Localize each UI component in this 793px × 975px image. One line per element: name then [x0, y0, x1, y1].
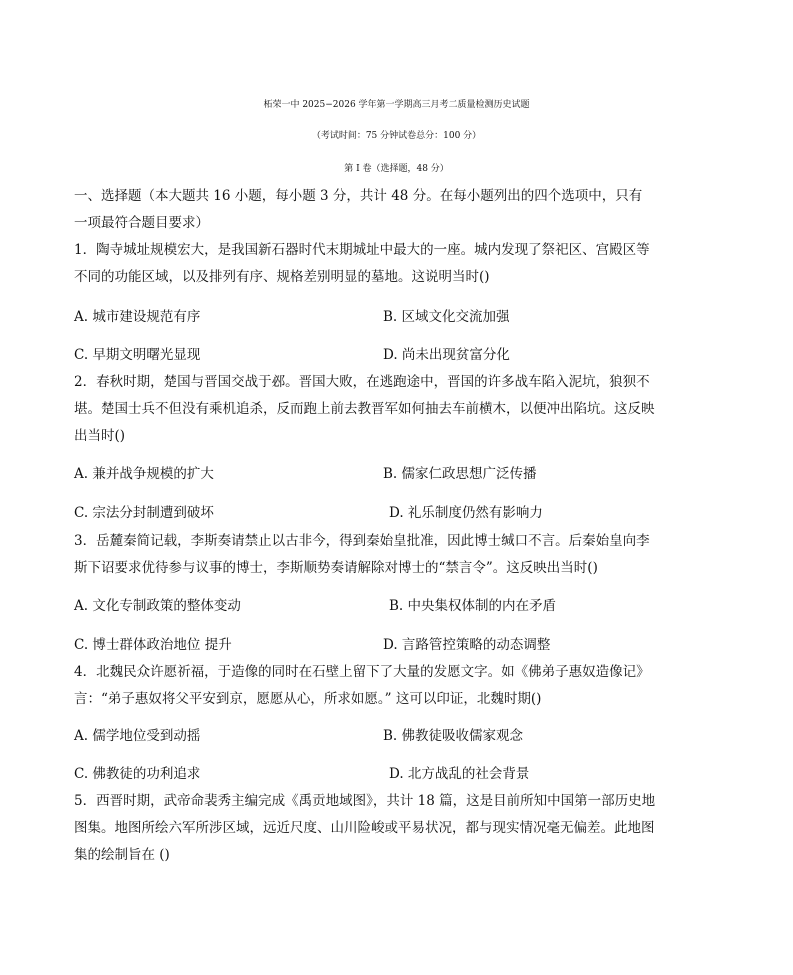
- question-3-option-c: C. 博士群体政治地位 提升: [74, 637, 232, 653]
- question-3-option-b: B. 中央集权体制的内在矛盾: [389, 598, 557, 614]
- question-1-option-b: B. 区域文化交流加强: [383, 309, 510, 325]
- question-2-option-a: A. 兼并战争规模的扩大: [74, 466, 214, 482]
- exam-title: 柘荣一中 2025−2026 学年第一学期高三月考二质量检测历史试题: [263, 100, 530, 110]
- instructions-line-1: 一、选择题（本大题共 16 小题，每小题 3 分，共计 48 分。在每小题列出的四个选项中，只有: [74, 188, 643, 204]
- question-3-option-d: D. 言路管控策略的动态调整: [383, 637, 551, 653]
- question-2-option-b: B. 儒家仁政思想广泛传播: [383, 466, 537, 482]
- question-5-stem-line-2: 图集。地图所绘六军所涉区域，远近尺度、山川险峻或平易状况，都与现实情况毫无偏差。此地图: [74, 820, 655, 836]
- question-4-stem-line-1: 4．北魏民众许愿祈福，于造像的同时在石壁上留下了大量的发愿文字。如《佛弟子惠奴造像记》: [74, 664, 650, 680]
- question-3-stem-line-2: 斯下诏要求优待参与议事的博士，李斯顺势奏请解除对博士的“禁言令”。这反映出当时(): [74, 560, 598, 576]
- question-4-option-d: D. 北方战乱的社会背景: [389, 766, 530, 782]
- question-1-stem-line-2: 不同的功能区域，以及排列有序、规格差别明显的墓地。这说明当时(): [74, 269, 490, 285]
- question-1-stem-line-1: 1．陶寺城址规模宏大，是我国新石器时代末期城址中最大的一座。城内发现了祭祀区、宫殿区等: [74, 242, 650, 258]
- question-3-stem-line-1: 3．岳麓秦简记载，李斯奏请禁止以古非今，得到秦始皇批准，因此博士缄口不言。后秦始皇向李: [74, 533, 650, 549]
- question-2-stem-line-2: 堪。楚国士兵不但没有乘机追杀，反而跑上前去教晋军如何抽去车前横木，以便冲出陷坑。这反映: [74, 401, 655, 417]
- question-4-stem-line-2: 言：“弟子惠奴将父平安到京，愿愿从心，所求如愿。” 这可以印证，北魏时期(): [74, 691, 542, 707]
- question-2-stem-line-1: 2．春秋时期，楚国与晋国交战于邲。晋国大败，在逃跑途中，晋国的许多战车陷入泥坑，狼狈不: [74, 374, 650, 390]
- question-1-option-c: C. 早期文明曙光显现: [74, 347, 201, 363]
- question-2-option-c: C. 宗法分封制遭到破坏: [74, 505, 214, 521]
- question-3-option-a: A. 文化专制政策的整体变动: [74, 598, 241, 614]
- question-1-option-d: D. 尚未出现贫富分化: [383, 347, 510, 363]
- section-heading: 第 I 卷（选择题，48 分）: [344, 164, 449, 174]
- instructions-line-2: 一项最符合题目要求）: [74, 215, 209, 231]
- question-2-stem-line-3: 出当时(): [74, 428, 126, 444]
- question-5-stem-line-1: 5．西晋时期，武帝命裴秀主编完成《禹贡地域图》，共计 18 篇，这是目前所知中国第一部历史地: [74, 793, 656, 809]
- question-2-option-d: D. 礼乐制度仍然有影响力: [389, 505, 543, 521]
- exam-subtitle: （考试时间：75 分钟试卷总分：100 分）: [311, 131, 482, 141]
- question-4-option-c: C. 佛教徒的功利追求: [74, 766, 201, 782]
- question-1-option-a: A. 城市建设规范有序: [74, 309, 201, 325]
- question-4-option-b: B. 佛教徒吸收儒家观念: [383, 728, 524, 744]
- question-5-stem-line-3: 集的绘制旨在 (): [74, 847, 170, 863]
- question-4-option-a: A. 儒学地位受到动摇: [74, 728, 201, 744]
